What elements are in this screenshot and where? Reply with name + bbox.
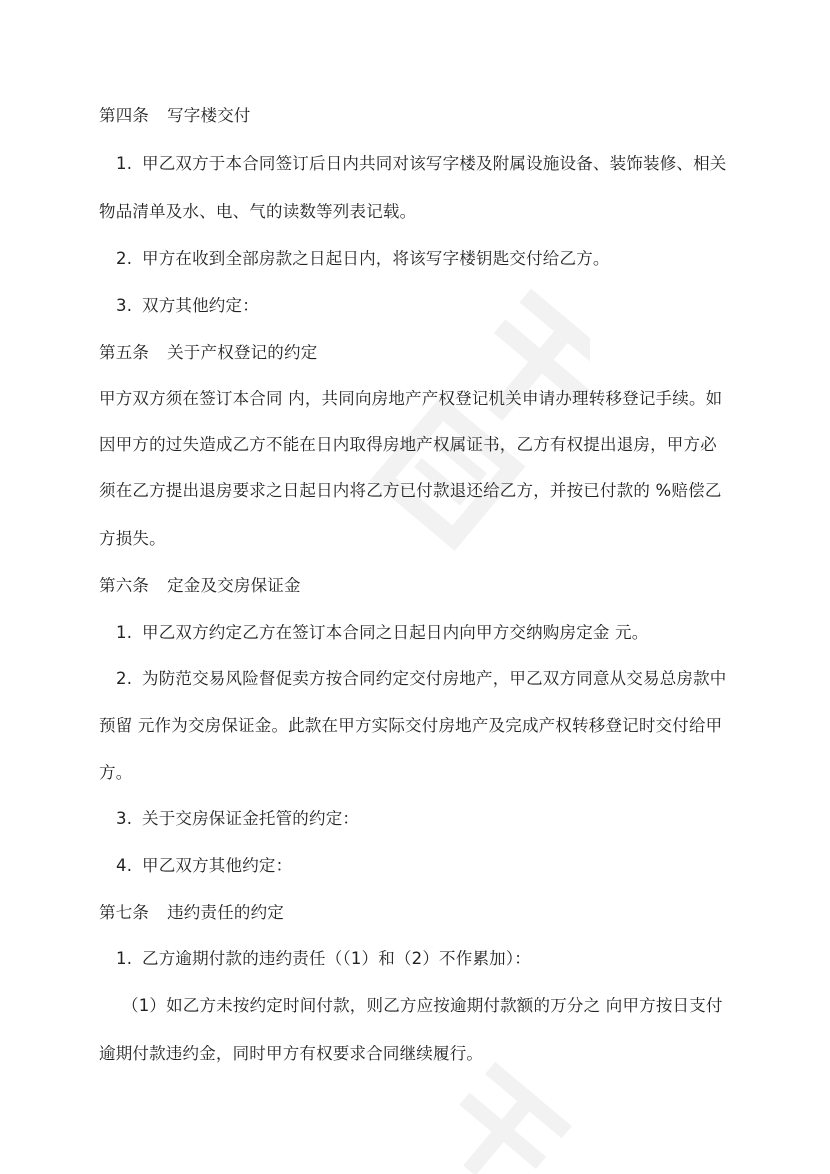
item-number: 4.	[116, 856, 133, 875]
section-6-item-2	[0, 668, 830, 690]
item-text: 双方其他约定：	[142, 296, 259, 315]
section-4-number: 第四条	[99, 106, 150, 125]
section-4-heading	[0, 105, 830, 127]
section-4-item-1	[0, 153, 830, 175]
section-5-paragraph-line-3: 须在乙方提出退房要求之日起日内将乙方已付款退还给乙方，并按已付款的 %赔偿乙	[99, 481, 722, 500]
item-text: 甲乙双方约定乙方在签订本合同之日起日内向甲方交纳购房定金 元。	[142, 623, 649, 642]
section-7-number: 第七条	[99, 903, 150, 922]
item-number: 2.	[116, 669, 133, 688]
item-text: 为防范交易风险督促卖方按合同约定交付房地产，甲乙双方同意从交易总房款中	[142, 669, 727, 688]
section-6-item-4	[0, 855, 830, 877]
item-number: 1.	[116, 154, 133, 173]
section-7-heading	[0, 902, 830, 924]
item-text: 关于交房保证金托管的约定：	[142, 809, 360, 828]
item-number: 3.	[116, 296, 133, 315]
section-4-item-1-continuation: 物品清单及水、电、气的读数等列表记载。	[99, 202, 417, 221]
section-6-number: 第六条	[99, 576, 150, 595]
item-number: 1.	[116, 949, 133, 968]
section-6-title: 定金及交房保证金	[167, 576, 301, 595]
section-6-item-2-continuation-1: 预留 元作为交房保证金。此款在甲方实际交付房地产及完成产权转移登记时交付给甲	[99, 716, 723, 735]
item-number: 1.	[116, 623, 133, 642]
section-5-number: 第五条	[99, 343, 150, 362]
section-7-item-1	[0, 948, 830, 970]
item-text: 乙方逾期付款的违约责任（（1）和（2）不作累加）：	[142, 949, 531, 968]
section-4-title: 写字楼交付	[167, 106, 251, 125]
item-number: 3.	[116, 809, 133, 828]
section-4-item-3	[0, 295, 830, 317]
section-7-sub-item-1: （1）如乙方未按约定时间付款，则乙方应按逾期付款额的万分之 向甲方按日支付	[122, 996, 723, 1015]
section-6-heading	[0, 575, 830, 597]
section-5-paragraph-line-1: 甲方双方须在签订本合同 内，共同向房地产产权登记机关申请办理转移登记手续。如	[99, 389, 723, 408]
item-number: 2.	[116, 249, 133, 268]
section-6-item-3	[0, 808, 830, 830]
section-6-item-2-continuation-2: 方。	[99, 763, 133, 782]
item-text: 甲乙双方于本合同签订后日内共同对该写字楼及附属设施设备、装饰装修、相关	[142, 154, 727, 173]
section-6-item-1	[0, 622, 830, 644]
section-5-paragraph-line-2: 因甲方的过失造成乙方不能在日内取得房地产权属证书，乙方有权提出退房，甲方必	[99, 435, 717, 454]
section-7-sub-item-1-continuation: 逾期付款违约金，同时甲方有权要求合同继续履行。	[99, 1044, 484, 1063]
section-5-heading	[0, 342, 830, 364]
section-5-paragraph-line-4: 方损失。	[99, 529, 166, 548]
section-4-item-2	[0, 248, 830, 270]
item-text: 甲方在收到全部房款之日起日内，将该写字楼钥匙交付给乙方。	[142, 249, 610, 268]
section-7-title: 违约责任的约定	[167, 903, 285, 922]
section-5-title: 关于产权登记的约定	[167, 343, 318, 362]
item-text: 甲乙双方其他约定：	[142, 856, 293, 875]
